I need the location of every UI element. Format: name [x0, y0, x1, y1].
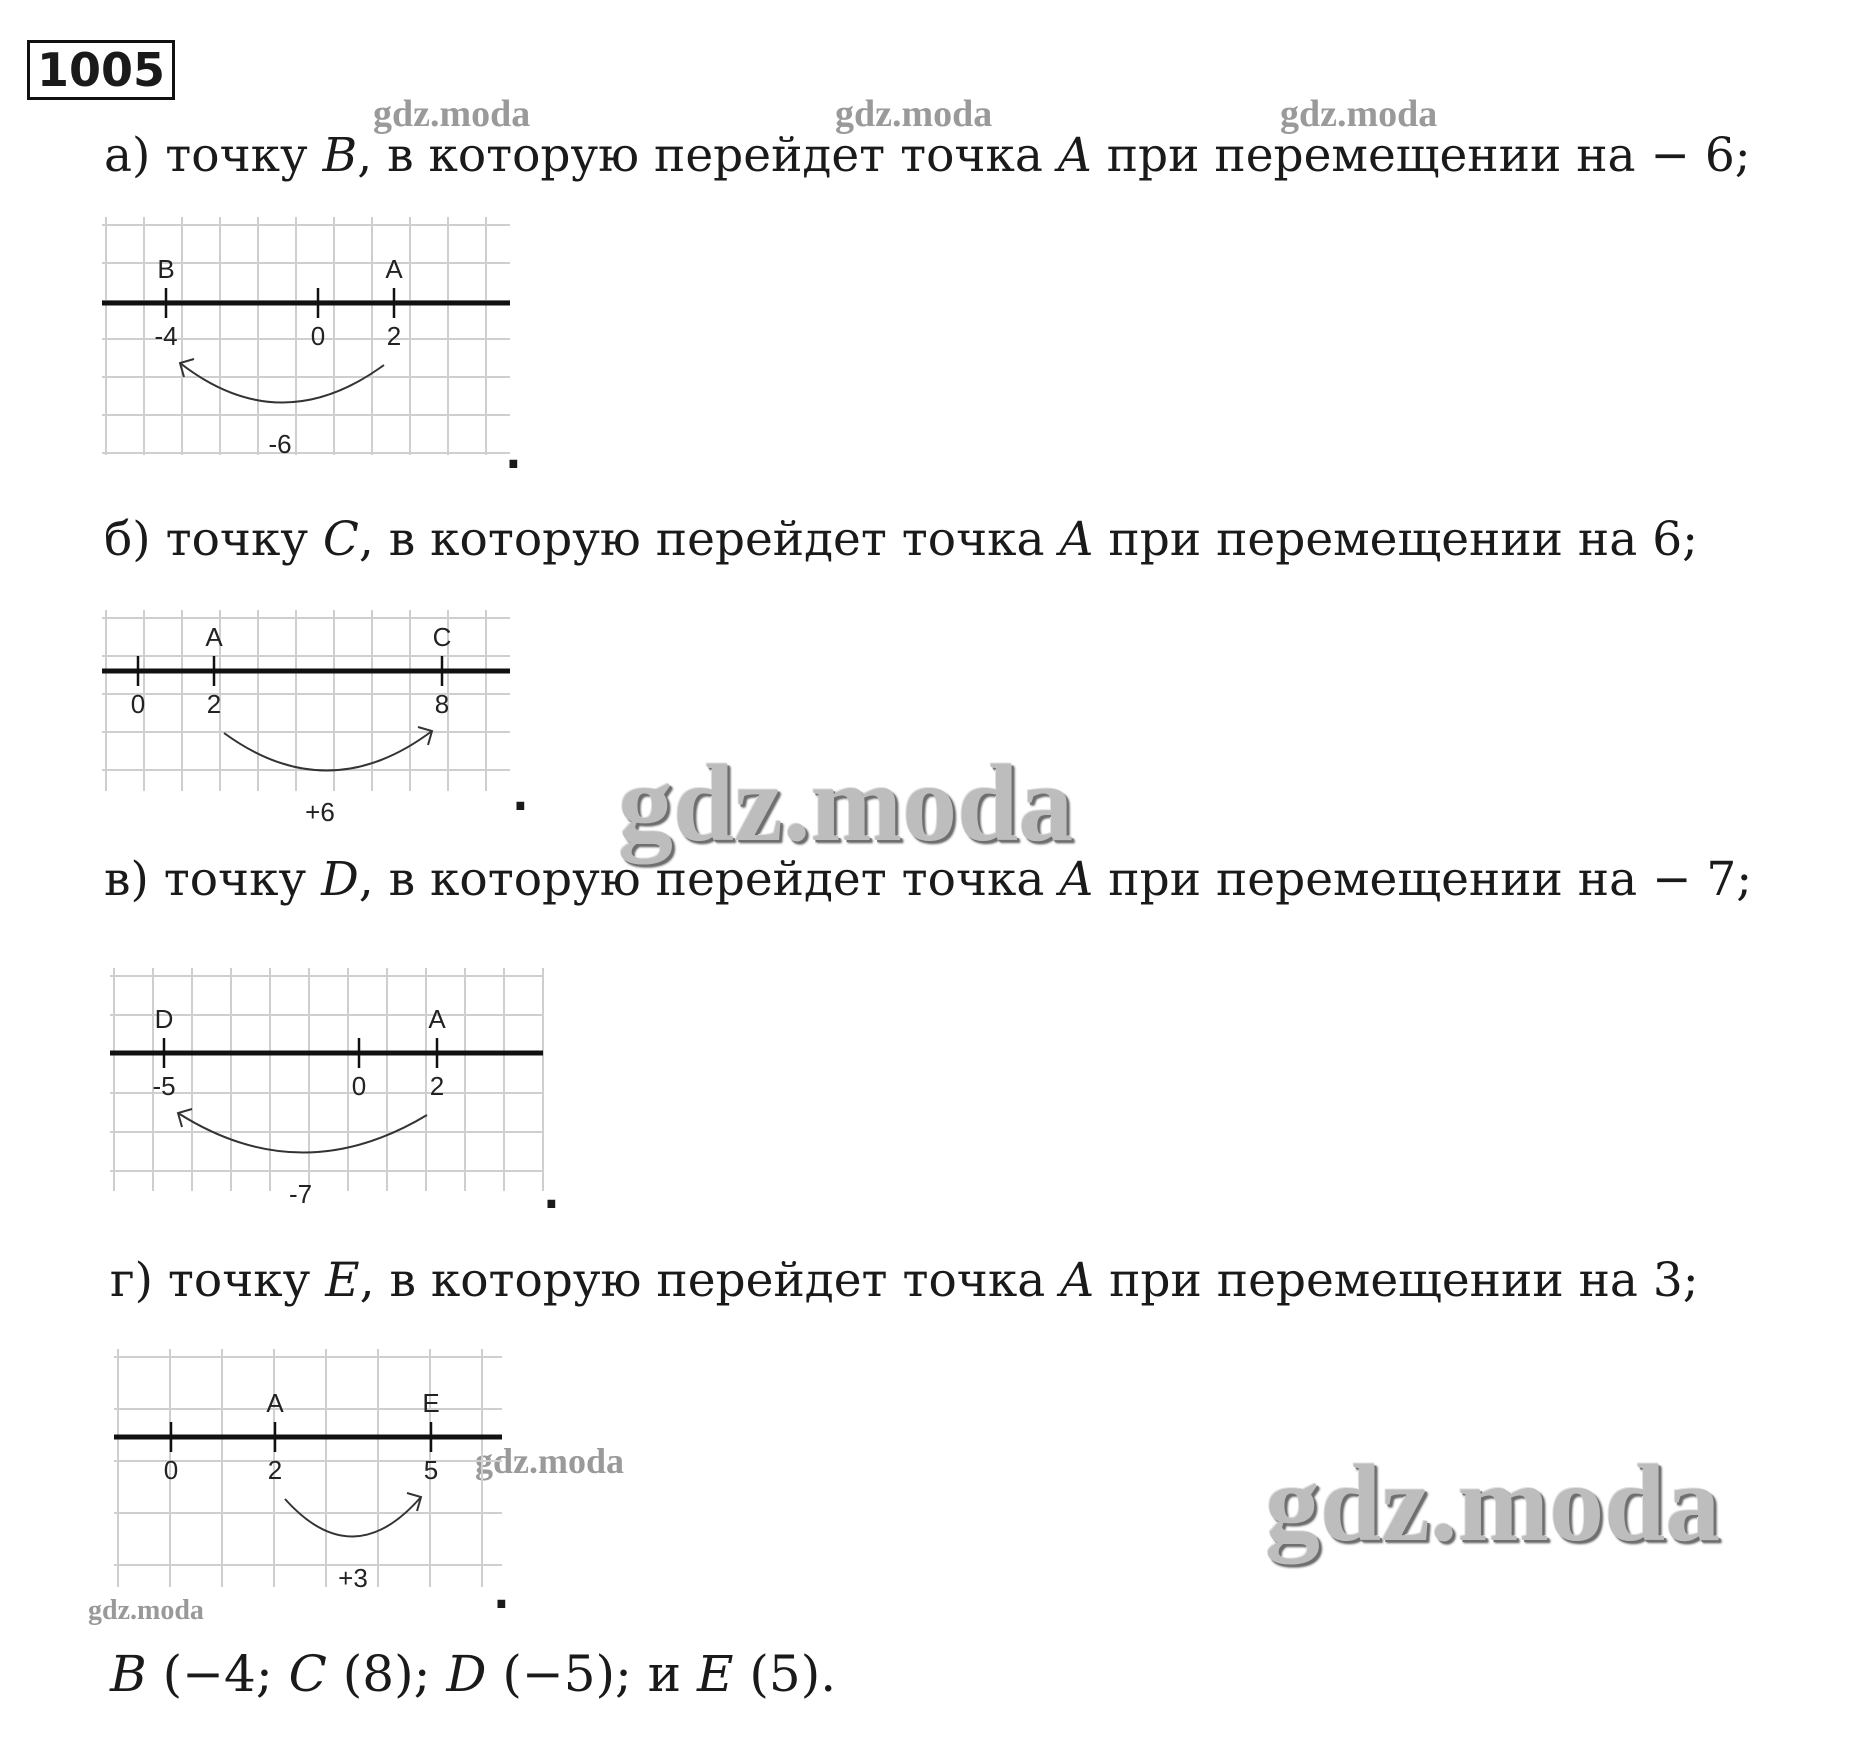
point-letter: A: [205, 622, 223, 652]
watermark: gdz.moda: [835, 93, 993, 135]
answer-value: (−5); и: [486, 1645, 698, 1703]
answer-letter: D: [446, 1645, 487, 1703]
tick-label: -5: [152, 1071, 176, 1101]
tick-label: 2: [386, 321, 402, 351]
task-suffix: при перемещении на 3;: [1094, 1253, 1699, 1308]
task-prefix: б) точку: [104, 512, 323, 567]
task-a: [104, 128, 1751, 183]
task-g: [110, 1253, 1699, 1308]
answer-letter: E: [697, 1645, 734, 1703]
shift-arrow: [224, 731, 432, 771]
answer-value: (8);: [326, 1645, 447, 1703]
number-line-figure: [100, 608, 520, 827]
shift-label: +3: [338, 1563, 368, 1593]
task-point: D: [321, 852, 359, 907]
task-prefix: г) точку: [110, 1253, 326, 1308]
point-letter: A: [266, 1388, 284, 1418]
watermark: gdz.moda: [1280, 93, 1438, 135]
tick-label: 0: [310, 321, 326, 351]
tick-label: 0: [163, 1455, 179, 1485]
task-suffix: при перемещении на 6;: [1093, 512, 1698, 567]
watermark-large: gdz.moda: [1265, 1442, 1721, 1564]
answer-letter: C: [288, 1645, 327, 1703]
watermark: gdz.moda: [373, 93, 531, 135]
watermark: gdz.moda: [88, 1595, 204, 1626]
period: .: [512, 770, 529, 821]
watermark-large: gdz.moda: [618, 742, 1074, 864]
task-source: A: [1059, 852, 1094, 907]
task-middle: , в которую перейдет точка: [357, 128, 1058, 183]
task-source: A: [1057, 128, 1092, 183]
tick-label: 2: [267, 1455, 283, 1485]
number-line-figure: [108, 966, 548, 1209]
tick-label: 5: [423, 1455, 439, 1485]
task-source: A: [1059, 512, 1094, 567]
problem-number: 1005: [27, 40, 175, 100]
task-suffix: при перемещении на − 7;: [1093, 852, 1753, 907]
shift-label: -7: [288, 1179, 313, 1209]
number-line-figure: [100, 215, 520, 465]
tick-label: 0: [351, 1071, 367, 1101]
period: .: [543, 1168, 560, 1219]
tick-label: 8: [434, 689, 450, 719]
point-letter: A: [385, 254, 403, 284]
number-line-figure: [112, 1347, 512, 1597]
tick-label: 2: [429, 1071, 445, 1101]
task-point: E: [325, 1253, 360, 1308]
period: .: [505, 428, 522, 479]
task-prefix: а) точку: [104, 128, 323, 183]
point-letter: E: [422, 1388, 440, 1418]
shift-label: -6: [268, 429, 292, 459]
task-middle: , в которую перейдет точка: [358, 852, 1060, 907]
shift-label: +6: [305, 797, 335, 827]
shift-arrow: [285, 1497, 421, 1537]
answer-line: [110, 1645, 836, 1703]
point-letter: B: [157, 254, 175, 284]
task-prefix: в) точку: [104, 852, 322, 907]
task-point: C: [322, 512, 359, 567]
tick-label: 2: [206, 689, 222, 719]
answer-letter: B: [110, 1645, 147, 1703]
point-letter: A: [428, 1004, 446, 1034]
point-letter: C: [432, 622, 452, 652]
task-b: [104, 512, 1698, 567]
tick-label: 0: [130, 689, 146, 719]
task-middle: , в которую перейдет точка: [359, 1253, 1061, 1308]
period: .: [493, 1568, 510, 1619]
task-middle: , в которую перейдет точка: [358, 512, 1060, 567]
tick-label: -4: [154, 321, 178, 351]
answer-value: (5).: [733, 1645, 837, 1703]
task-source: A: [1060, 1253, 1095, 1308]
watermark: gdz.moda: [475, 1441, 625, 1481]
task-point: B: [322, 128, 358, 183]
shift-arrow: [180, 363, 384, 403]
answer-value: (−4;: [146, 1645, 289, 1703]
point-letter: D: [154, 1004, 174, 1034]
task-suffix: при перемещении на − 6;: [1091, 128, 1751, 183]
